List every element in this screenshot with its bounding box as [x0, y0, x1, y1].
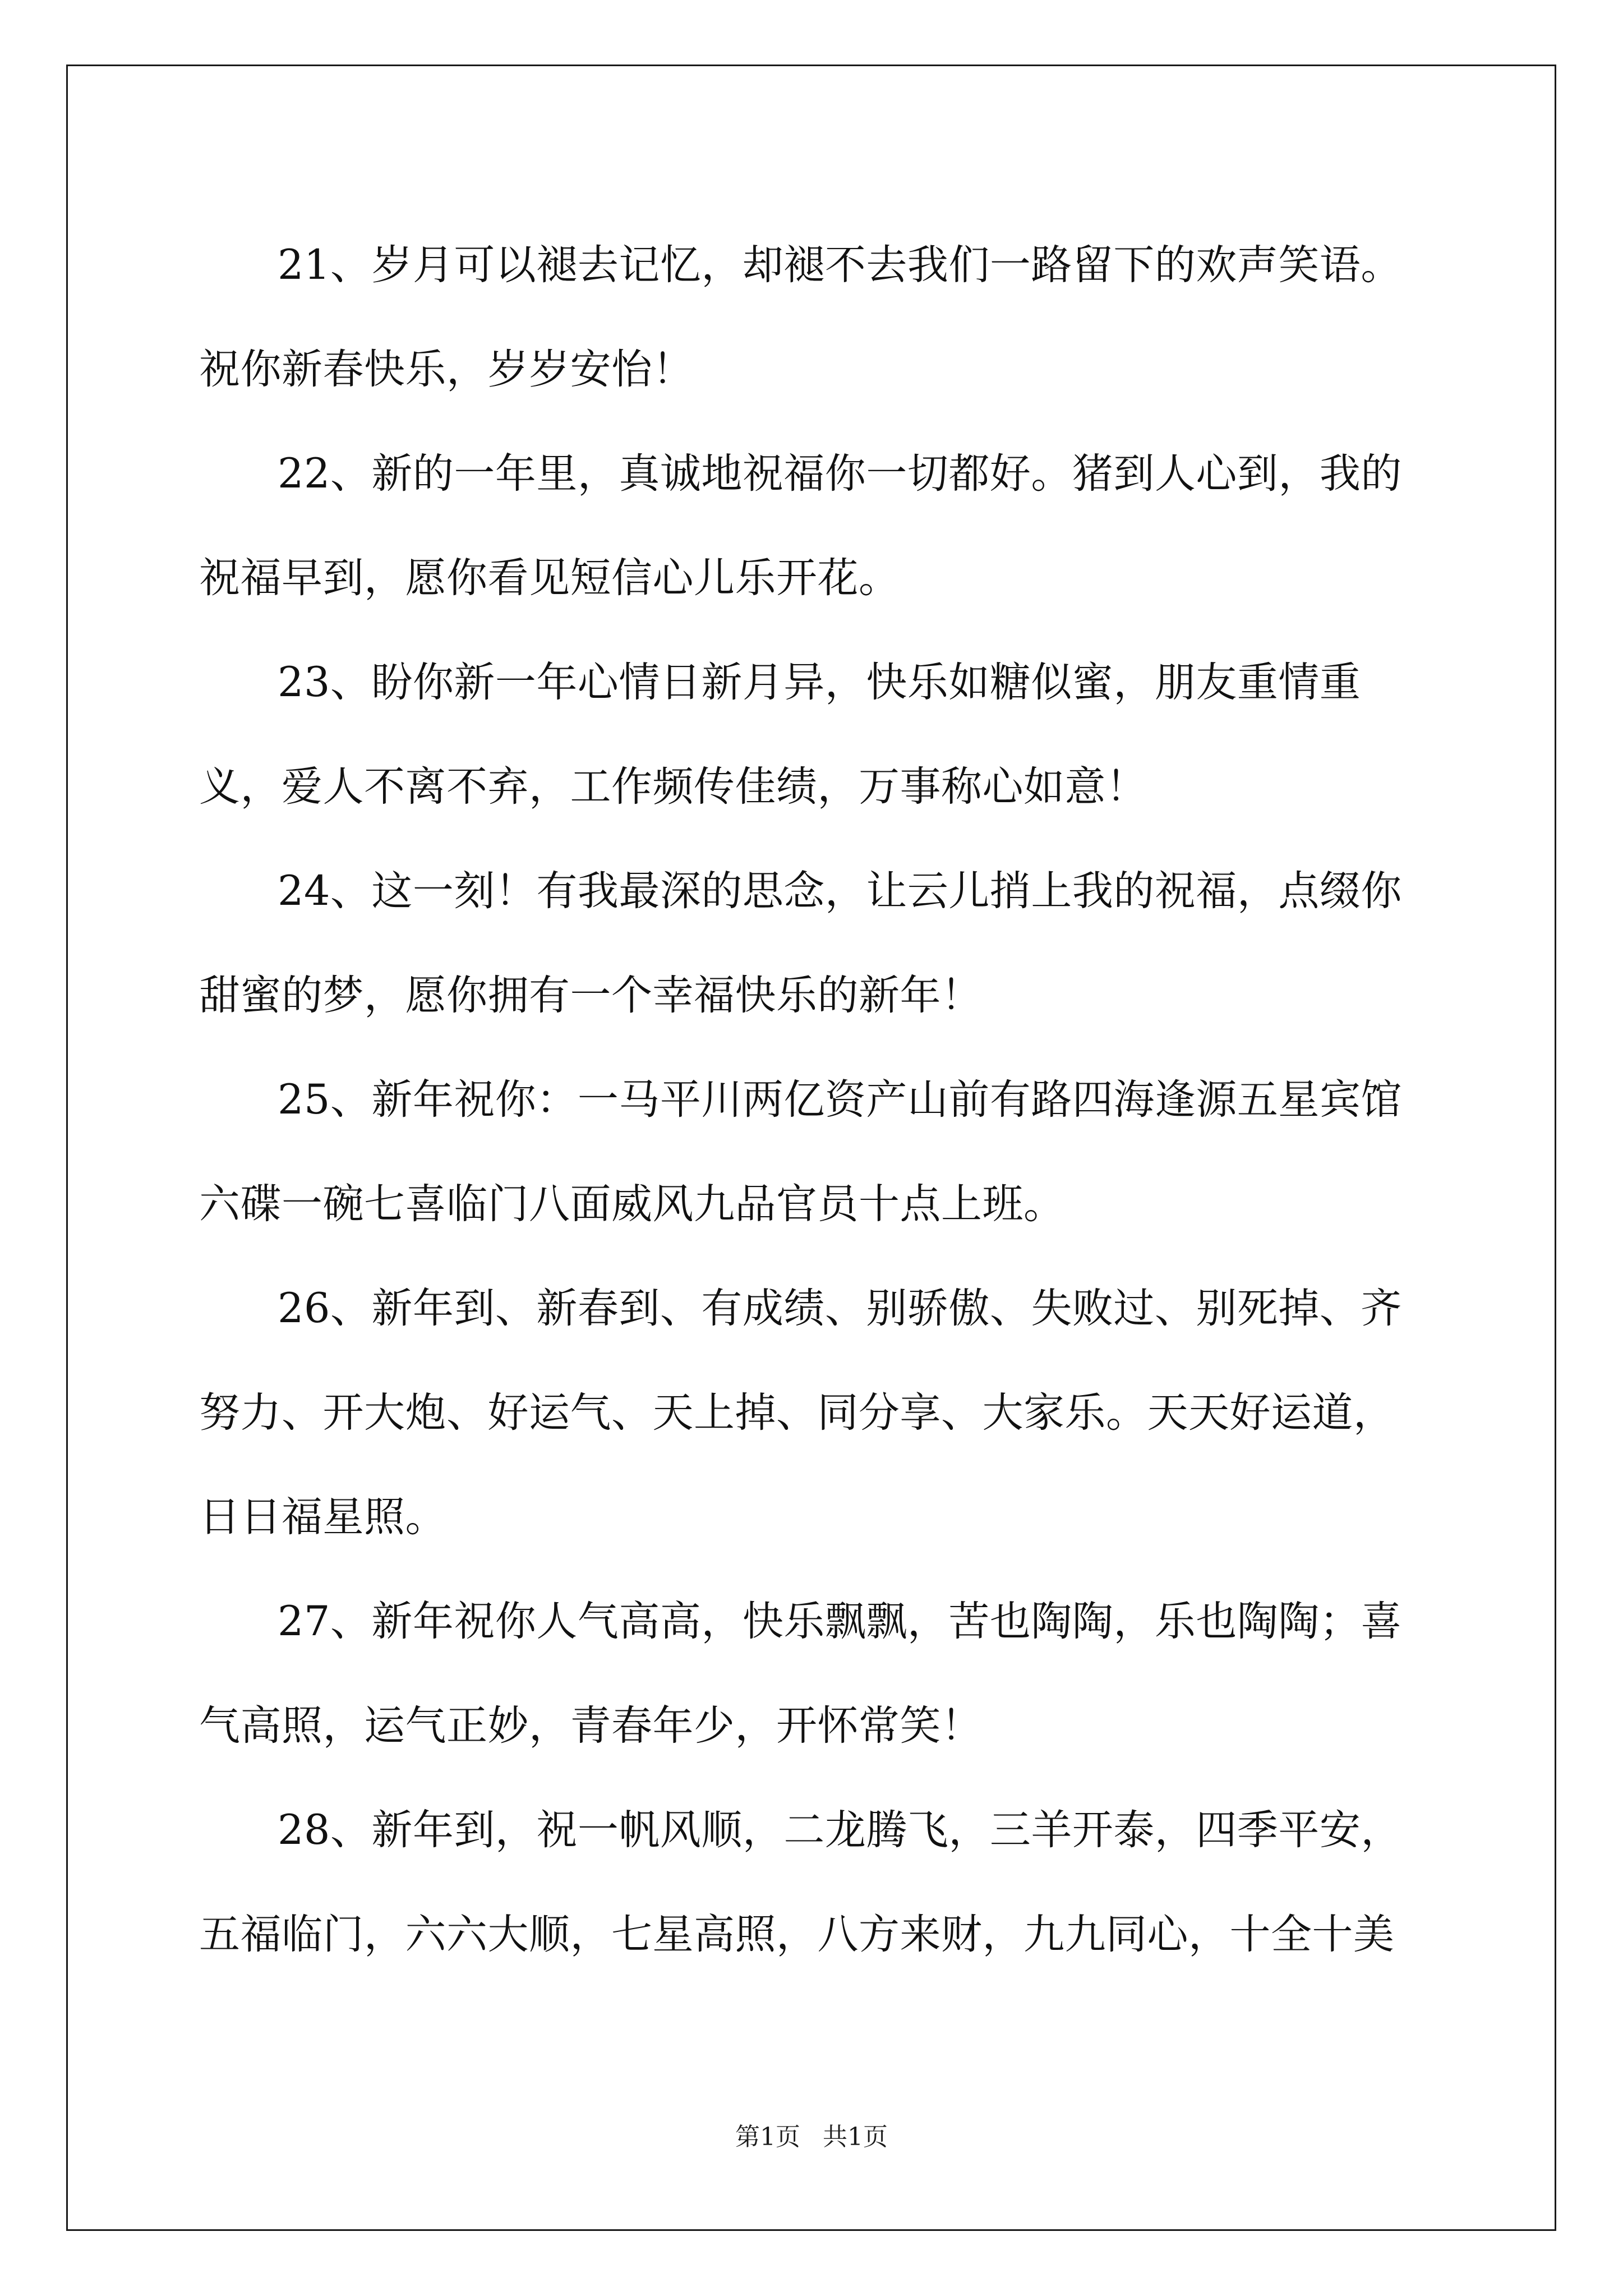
paragraph-27: 27、新年祝你人气高高，快乐飘飘，苦也陶陶，乐也陶陶；喜气高照，运气正妙，青春年少，开怀常笑！ — [199, 1598, 1402, 1750]
paragraph-26: 26、新年到、新春到、有成绩、别骄傲、失败过、别死掉、齐努力、开大炮、好运气、天上掉、同分享、大家乐。天天好运道，日日福星照。 — [199, 1285, 1402, 1541]
page-total: 共1页 — [823, 2123, 888, 2151]
paragraph-25: 25、新年祝你：一马平川两亿资产山前有路四海逢源五星宾馆六碟一碗七喜临门八面威风九品官员十点上班。 — [199, 1076, 1402, 1228]
page-number: 第1页 — [735, 2123, 800, 2151]
paragraph-21: 21、岁月可以褪去记忆，却褪不去我们一路留下的欢声笑语。祝你新春快乐，岁岁安怡！ — [199, 241, 1402, 393]
paragraph-22: 22、新的一年里，真诚地祝福你一切都好。猪到人心到，我的祝福早到，愿你看见短信心儿乐开花。 — [199, 450, 1402, 602]
document-body — [199, 213, 1427, 1987]
paragraph-24: 24、这一刻！有我最深的思念，让云儿捎上我的祝福，点缀你甜蜜的梦，愿你拥有一个幸福快乐的新年！ — [199, 867, 1402, 1019]
page-footer — [0, 2120, 1623, 2154]
paragraph-23: 23、盼你新一年心情日新月异，快乐如糖似蜜，朋友重情重义，爱人不离不弃，工作频传佳绩，万事称心如意！ — [199, 659, 1361, 811]
paragraph-28: 28、新年到，祝一帆风顺，二龙腾飞，三羊开泰，四季平安，五福临门，六六大顺，七星高照，八方来财，九九同心，十全十美 — [199, 1806, 1402, 1958]
